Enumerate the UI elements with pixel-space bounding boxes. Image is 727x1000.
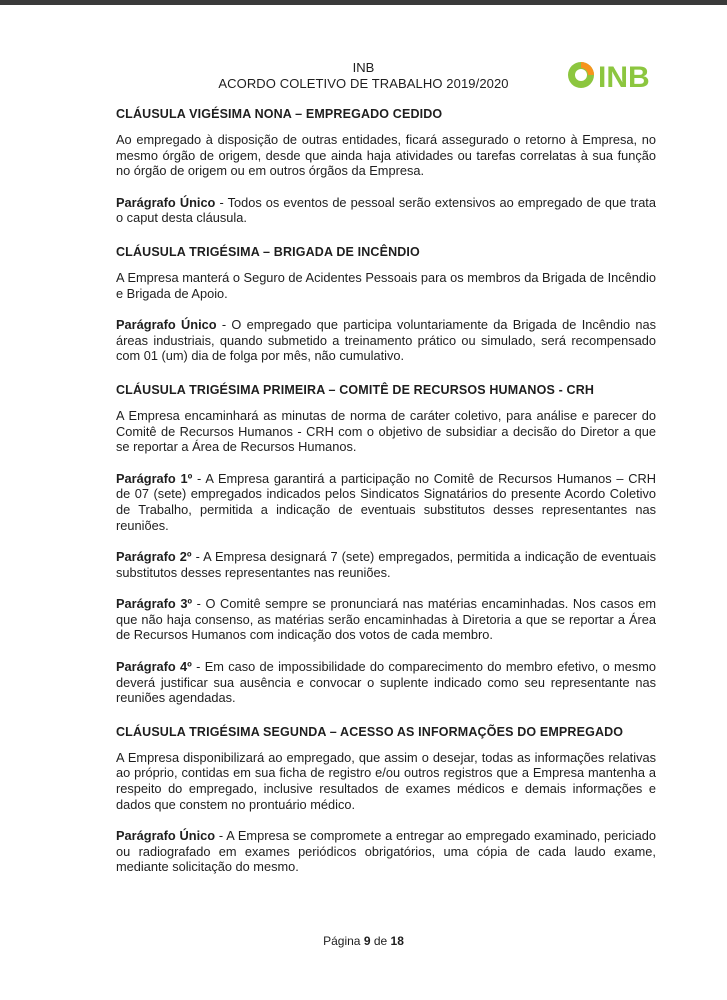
paragraph-label: Parágrafo 4º [116, 659, 192, 675]
paragraph-label: Parágrafo 1º [116, 470, 193, 486]
of-label: de [373, 934, 388, 948]
page-label: Página [323, 934, 361, 948]
header-title: ACORDO COLETIVO DE TRABALHO 2019/2020 [218, 76, 509, 91]
clause-heading: CLÁUSULA TRIGÉSIMA SEGUNDA – ACESSO AS INFORMAÇÕES DO EMPREGADO [116, 724, 624, 739]
logo-text: INB [598, 61, 650, 94]
paragraph-text: - Em caso de impossibilidade do comparecimento do membro efetivo, o mesmo deverá justificar sua ausência e convocar o suplente indicado como seu representante nas reuniões agendadas. [116, 659, 657, 706]
clause-heading: CLÁUSULA TRIGÉSIMA – BRIGADA DE INCÊNDIO [116, 244, 420, 259]
inb-logo [566, 58, 676, 98]
clause-heading: CLÁUSULA TRIGÉSIMA PRIMEIRA – COMITÊ DE RECURSOS HUMANOS - CRH [116, 382, 595, 397]
paragraph-label: Parágrafo 2º [116, 549, 192, 565]
paragraph-label: Parágrafo Único [116, 194, 216, 210]
paragraph-text: - A Empresa designará 7 (sete) empregados, permitida a indicação de eventuais substitutos desses representantes nas reuniões. [116, 549, 656, 580]
document-body [116, 106, 656, 875]
paragraph-label: Parágrafo Único [116, 317, 217, 333]
paragraph-text: - O Comitê sempre se pronunciará nas matérias encaminhadas. Nos casos em que não haja consenso, as matérias serão encaminhadas à Diretoria a que se reportar a Área de Recursos Humanos com indicação dos votos de cada membro. [116, 596, 656, 643]
paragraph-label: Parágrafo Único [116, 828, 216, 844]
clause-body-text [116, 270, 656, 301]
page-total: 18 [390, 934, 404, 948]
page-number: 9 [363, 934, 371, 948]
header-org: INB [352, 60, 375, 75]
clause-body-text [116, 408, 656, 455]
paragraph-text: - A Empresa garantirá a participação no Comitê de Recursos Humanos – CRH de 07 (sete) empregados indicados pelos Sindicatos Signatários do presente Acordo Coletivo de Trabalho, permitida a indicação de eventuais substitutos desses representantes nas reuniões. [116, 470, 656, 533]
clause-body-text [116, 132, 656, 179]
clause-paragraph [116, 195, 656, 226]
clause-paragraph [116, 659, 656, 706]
clause-paragraph [116, 828, 656, 875]
page-footer [0, 934, 727, 948]
paragraph-text: A Empresa manterá o Seguro de Acidentes Pessoais para os membros da Brigada de Incêndio e Brigada de Apoio. [116, 269, 656, 301]
clause-paragraph [116, 471, 656, 533]
paragraph-text: - Todos os eventos de pessoal serão extensivos ao empregado de que trata o caput desta cláusula. [116, 194, 656, 226]
scan-top-edge [0, 0, 727, 5]
clause-paragraph [116, 596, 656, 643]
clause-body-text [116, 750, 656, 812]
paragraph-text: - A Empresa se compromete a entregar ao empregado examinado, periciado ou radiografado em exames periódicos obrigatórios, uma cópia de cada laudo exame, mediante solicitação do mesmo. [116, 828, 656, 875]
paragraph-text: - O empregado que participa voluntariamente da Brigada de Incêndio nas áreas industriais, quando submetido a treinamento prático ou simulado, será recompensado com 01 (um) dia de folga por mês, não cumulativo. [116, 317, 656, 364]
clause-heading: CLÁUSULA VIGÉSIMA NONA – EMPREGADO CEDIDO [116, 107, 443, 121]
clause-paragraph [116, 549, 656, 580]
paragraph-text: Ao empregado à disposição de outras entidades, ficará assegurado o retorno à Empresa, no mesmo órgão de origem, desde que ainda haja atividades ou tarefas correlatas à sua função no órgão de origem ou em outros órgãos da Empresa. [116, 132, 656, 179]
paragraph-text: A Empresa disponibilizará ao empregado, que assim o desejar, todas as informações relativas ao próprio, contidas em sua ficha de registro e/ou outros registros que a Empresa mantenha a respeito do empregado, inclusive resultados de exames médicos e demais informações e dados que constem no prontuário médico. [116, 749, 656, 812]
paragraph-label: Parágrafo 3º [116, 596, 193, 612]
clause-paragraph [116, 317, 656, 364]
paragraph-text: A Empresa encaminhará as minutas de norma de caráter coletivo, para análise e parecer do Comitê de Recursos Humanos - CRH com o objetivo de subsidiar a decisão do Diretor a que se reportar a Área de Recursos Humanos. [116, 407, 656, 455]
inb-logo-graphic [566, 58, 676, 98]
